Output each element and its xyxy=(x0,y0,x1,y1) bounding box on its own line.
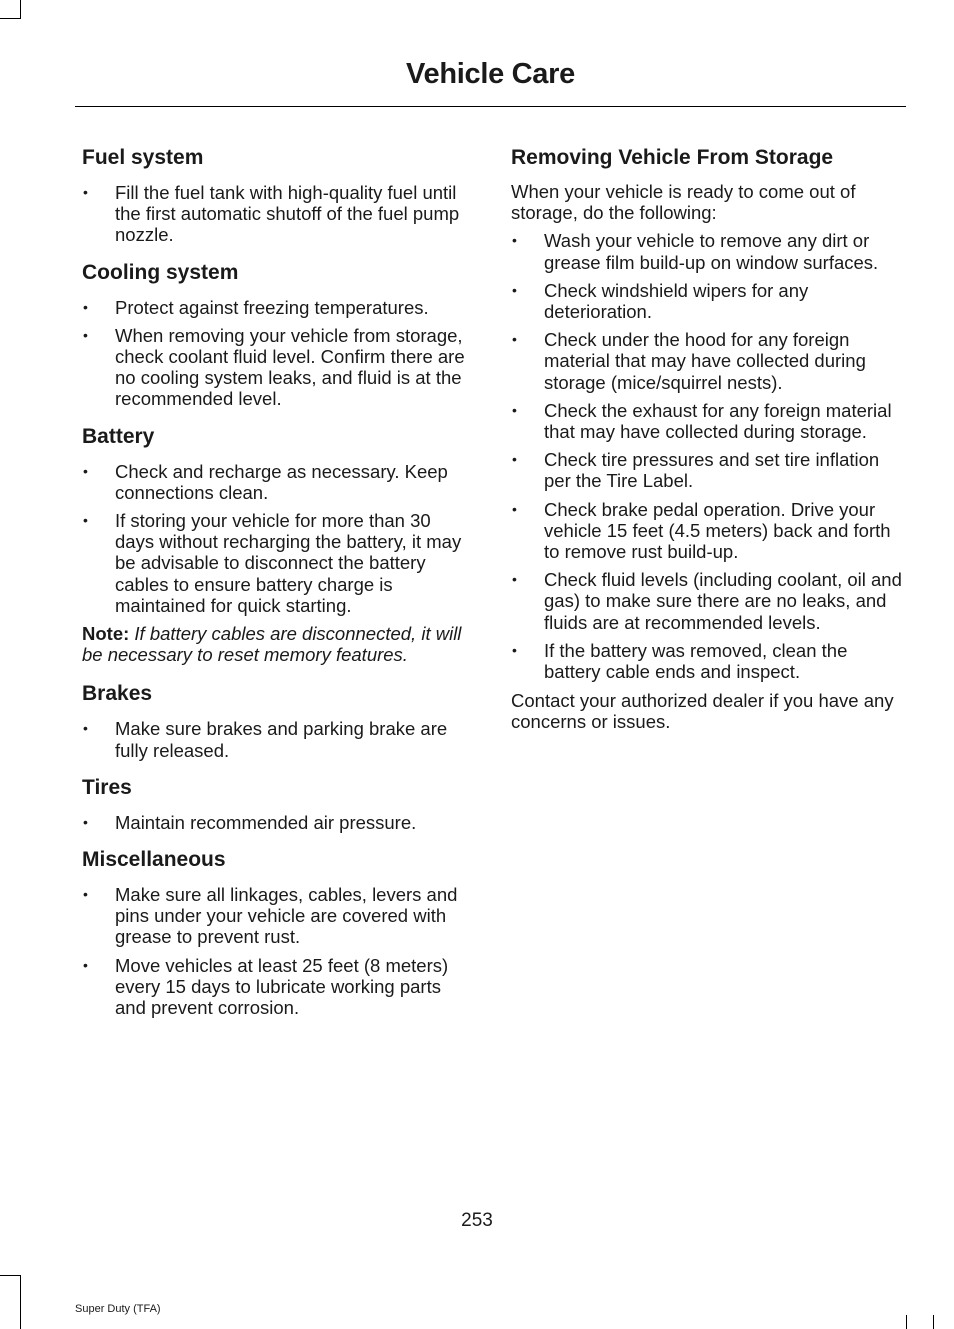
section-tires xyxy=(82,775,472,833)
section-miscellaneous xyxy=(82,847,472,1018)
list-item: • Check tire pressures and set tire inflation per the Tire Label. xyxy=(512,449,880,492)
section-fuel-system xyxy=(82,145,472,246)
list-item: • If the battery was removed, clean the battery cable ends and inspect. xyxy=(512,639,848,683)
bullet-icon: • xyxy=(512,571,517,588)
list-item: • Check under the hood for any foreign material that may have collected during storage (mice/squirrel nests). xyxy=(512,329,866,393)
section-heading: Cooling system xyxy=(82,260,239,284)
bullet-list xyxy=(511,230,903,682)
title-divider xyxy=(75,106,906,107)
page-number: 253 xyxy=(461,1210,493,1231)
bullet-icon: • xyxy=(83,326,88,343)
section-heading: Battery xyxy=(82,424,155,448)
bullet-icon: • xyxy=(512,641,517,658)
crop-mark xyxy=(906,1315,907,1329)
list-item: • Make sure all linkages, cables, levers and pins under your vehicle are covered with grease to prevent rust. xyxy=(83,884,458,948)
list-item: • Check and recharge as necessary. Keep connections clean. xyxy=(83,460,448,503)
bullet-icon: • xyxy=(83,512,88,529)
section-brakes xyxy=(82,681,472,760)
section-heading: Removing Vehicle From Storage xyxy=(511,146,834,169)
section-cooling-system xyxy=(82,260,472,410)
list-item: • Maintain recommended air pressure. xyxy=(83,811,417,833)
list-item: • Fill the fuel tank with high-quality fuel until the first automatic shutoff of the fuel pump nozzle. xyxy=(83,182,460,246)
section-heading: Fuel system xyxy=(82,146,204,169)
crop-mark xyxy=(0,18,20,19)
list-item: • Wash your vehicle to remove any dirt or grease film build-up on window surfaces. xyxy=(512,230,879,273)
bullet-icon: • xyxy=(512,331,517,348)
list-item: • Check the exhaust for any foreign material that may have collected during storage. xyxy=(512,399,892,443)
list-item: • Move vehicles at least 25 feet (8 meters) every 15 days to lubricate working parts and prevent corrosion. xyxy=(83,954,449,1019)
bullet-icon: • xyxy=(512,451,517,468)
bullet-icon: • xyxy=(512,401,517,418)
bullet-icon: • xyxy=(83,720,88,737)
bullet-icon: • xyxy=(83,886,88,903)
crop-mark xyxy=(933,1315,934,1329)
bullet-list xyxy=(82,461,472,616)
list-item: • When removing your vehicle from storage, check coolant fluid level. Confirm there are no cooling system leaks, and fluid is at the recommended level. xyxy=(83,324,465,410)
list-item: • Check fluid levels (including coolant, oil and gas) to make sure there are no leaks, and fluids are at recommended levels. xyxy=(512,569,902,633)
bullet-list xyxy=(82,884,472,1018)
section-heading: Miscellaneous xyxy=(82,848,226,872)
bullet-icon: • xyxy=(512,281,517,298)
list-item: • Check brake pedal operation. Drive your vehicle 15 feet (4.5 meters) back and forth to remove rust build-up. xyxy=(512,498,891,563)
crop-mark xyxy=(20,1275,21,1329)
bullet-icon: • xyxy=(512,232,517,249)
crop-mark xyxy=(20,0,21,19)
crop-mark xyxy=(0,1275,20,1276)
section-heading: Tires xyxy=(82,775,132,799)
bullet-list xyxy=(82,812,472,833)
note-text: If battery cables are disconnected, it will be necessary to reset memory features. xyxy=(82,623,462,666)
bullet-icon: • xyxy=(83,184,88,200)
right-column xyxy=(511,145,903,733)
footer-model: Super Duty (TFA) xyxy=(75,1303,161,1315)
bullet-icon: • xyxy=(83,813,88,830)
page-title: Vehicle Care xyxy=(406,58,575,90)
battery-note xyxy=(82,623,472,665)
section-battery xyxy=(82,424,472,666)
bullet-list xyxy=(82,297,472,410)
bullet-icon: • xyxy=(83,298,88,315)
bullet-list xyxy=(82,718,472,760)
list-item: • Check windshield wipers for any deterioration. xyxy=(512,279,809,323)
intro-paragraph: When your vehicle is ready to come out of storage, do the following: xyxy=(511,181,856,224)
list-item: • Make sure brakes and parking brake are fully released. xyxy=(83,718,448,761)
bullet-icon: • xyxy=(83,956,88,973)
list-item: • If storing your vehicle for more than 30 days without recharging the battery, it may be advisable to disconnect the battery cables to ensure battery charge is maintained for quick starting. xyxy=(83,510,462,616)
closing-paragraph: Contact your authorized dealer if you have any concerns or issues. xyxy=(511,690,894,733)
section-heading: Brakes xyxy=(82,682,153,706)
note-label: Note: xyxy=(82,623,130,645)
bullet-list xyxy=(82,182,472,246)
list-item: • Protect against freezing temperatures. xyxy=(83,296,429,318)
bullet-icon: • xyxy=(83,462,88,479)
bullet-icon: • xyxy=(512,500,517,517)
left-column xyxy=(82,145,472,1032)
